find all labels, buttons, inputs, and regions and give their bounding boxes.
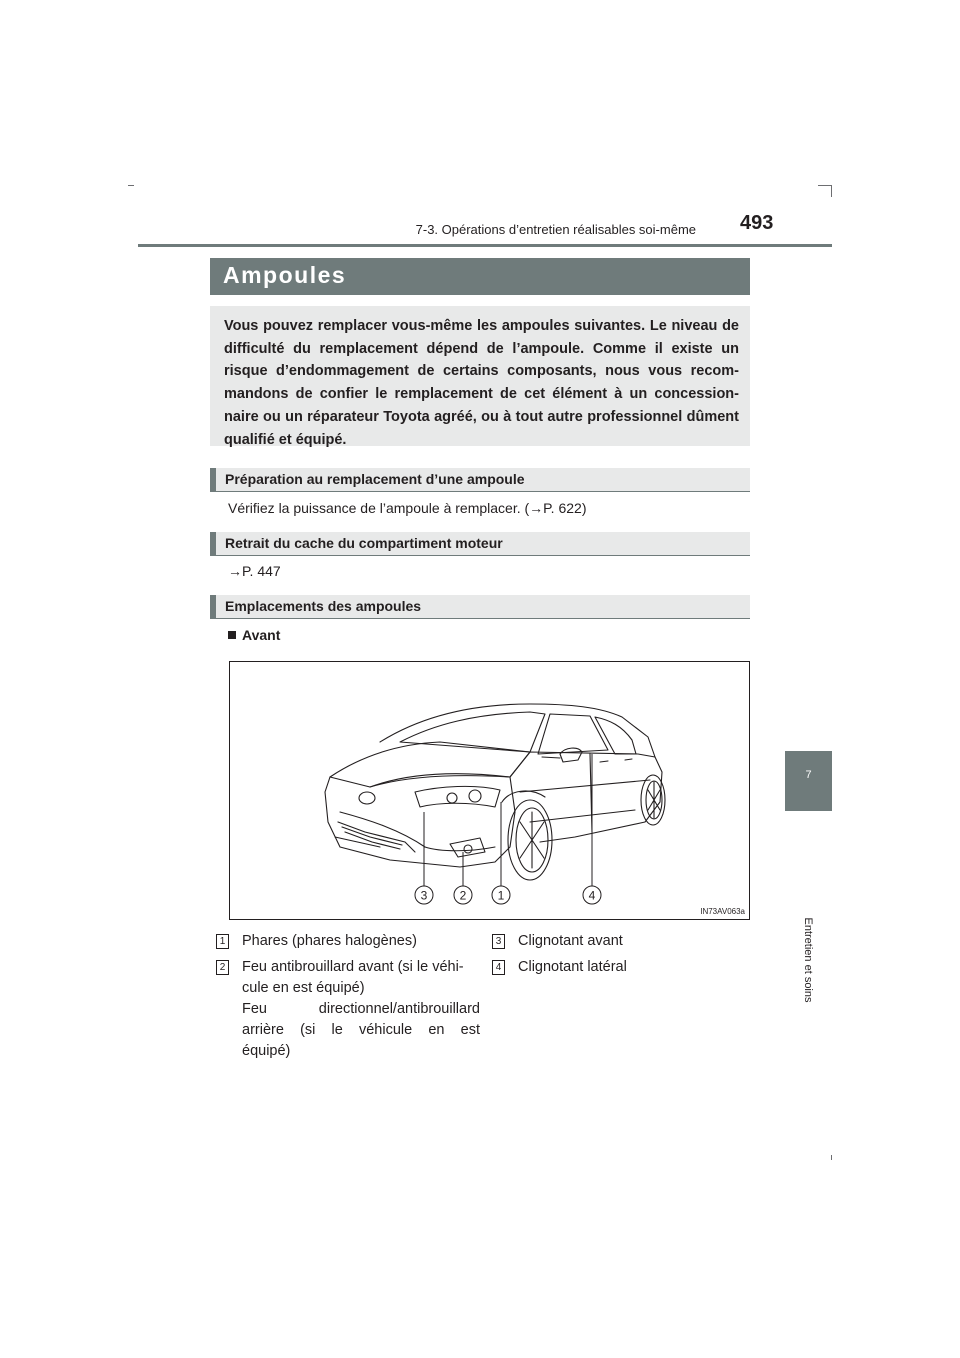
running-header-section: 7-3. Opérations d’entretien réalisables soi-même: [415, 222, 696, 237]
section-heading-text: Préparation au remplacement d’une ampoule: [225, 471, 525, 487]
car-figure: [229, 661, 750, 920]
header-rule: [138, 244, 832, 247]
section-heading-text: Emplacements des ampoules: [225, 598, 422, 614]
legend-number: 2: [216, 960, 229, 975]
section-heading-locations: [210, 595, 750, 619]
page-title-bar: [210, 258, 750, 295]
legend-text: Phares (phares halogènes): [242, 933, 417, 949]
section-heading-preparation: [210, 468, 750, 492]
section-text-cover: →P. 447: [228, 563, 281, 579]
legend-number: 3: [492, 934, 505, 949]
legend-number: 4: [492, 960, 505, 975]
chapter-number: 7: [805, 769, 812, 781]
legend-number: 1: [216, 934, 229, 949]
crop-mark: [831, 185, 832, 197]
callout-1: 1: [497, 888, 505, 903]
legend-text: Clignotant latéral: [518, 959, 627, 975]
chapter-label: Entretien et soins: [802, 917, 814, 1003]
legend-text: Clignotant avant: [518, 933, 623, 949]
subheading-front: Avant: [242, 627, 281, 643]
page-title: Ampoules: [223, 262, 347, 288]
callout-3: 3: [420, 888, 428, 903]
heading-marker: [210, 532, 216, 555]
car-illustration: [230, 662, 749, 919]
page-number: 493: [740, 212, 774, 234]
legend-text: Feu antibrouillard avant (si le véhi- cule en est équipé) Feu directionnel/antibrouillard arrière (si le véhicule en est équipé): [242, 959, 480, 1059]
section-heading-text: Retrait du cache du compartiment moteur: [225, 535, 503, 551]
callout-4: 4: [588, 888, 596, 903]
section-heading-cover: [210, 532, 750, 556]
heading-marker: [210, 595, 216, 618]
callout-2: 2: [459, 888, 467, 903]
heading-marker: [210, 468, 216, 491]
intro-box: [210, 306, 750, 446]
bullet-square-icon: [228, 631, 236, 639]
section-text-preparation: Vérifiez la puissance de l’ampoule à remplacer. (→P. 622): [228, 500, 587, 516]
crop-mark: [831, 1155, 832, 1160]
chapter-tab: [785, 751, 832, 811]
crop-mark: [128, 185, 134, 186]
crop-mark: [818, 185, 832, 186]
intro-text: Vous pouvez remplacer vous-même les ampoules suivantes. Le niveau de difficulté du remplacement dépend de l’ampoule. Comme il existe un risque d’endommagement de certains composants, nous vous recom-mandons de confier le remplacement de cet élément à un concession-naire ou un réparateur Toyota agréé, ou à tout autre professionnel dûment qualifié et équipé.: [224, 318, 739, 448]
figure-code: IN73AV063a: [700, 907, 745, 916]
